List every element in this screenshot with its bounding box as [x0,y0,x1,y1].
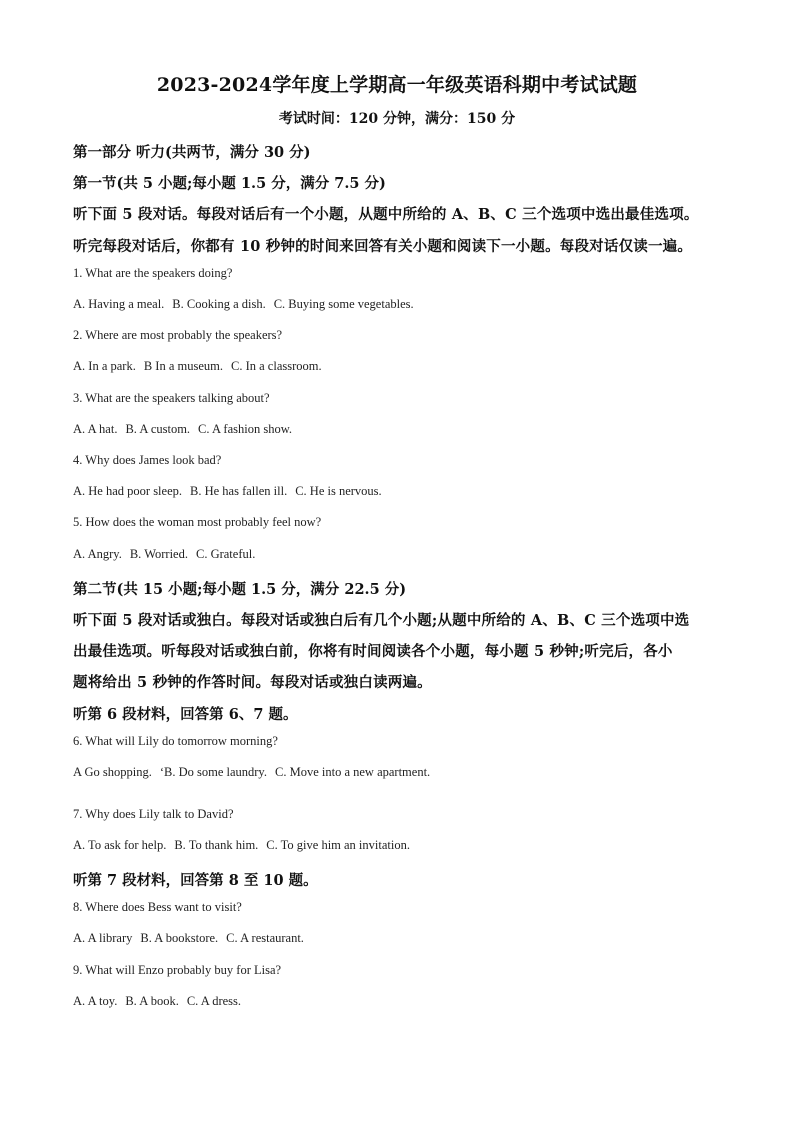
question-5-options [73,547,255,562]
option-b: B. To thank him. [174,838,259,852]
option-b: ‘B. Do some laundry. [159,765,267,779]
question-8-options [73,931,304,946]
option-c: C. Buying some vegetables. [273,297,414,311]
section2-instruction-line3: 题将给出 5 秒钟的作答时间。每段对话或独白读两遍。 [73,674,432,691]
section1-heading: 第一节(共 5 小题;每小题 1.5 分，满分 7.5 分) [73,175,386,192]
part1-heading: 第一部分 听力(共两节，满分 30 分) [73,144,311,161]
question-1-options [73,297,414,312]
section2-heading: 第二节(共 15 小题;每小题 1.5 分，满分 22.5 分) [73,581,407,598]
option-c: C. Move into a new apartment. [275,765,431,779]
question-4: 4. Why does James look bad? [73,453,222,467]
question-8: 8. Where does Bess want to visit? [73,900,242,914]
option-b: B. A book. [125,994,179,1008]
question-3: 3. What are the speakers talking about? [73,391,270,405]
question-5: 5. How does the woman most probably feel now? [73,515,322,529]
option-c: C. A dress. [186,994,242,1008]
option-b: B. A custom. [125,422,191,436]
section1-instruction-line1: 听下面 5 段对话。每段对话后有一个小题，从题中所给的 A、B、C 三个选项中选出最佳选项。 [73,206,699,223]
question-6: 6. What will Lily do tomorrow morning? [73,734,278,748]
option-c: C. A fashion show. [198,422,293,436]
exam-info: 考试时间：120 分钟，满分：150 分 [278,111,516,127]
option-b: B. A bookstore. [140,931,219,945]
option-c: C. A restaurant. [226,931,304,945]
page-title: 2023-2024学年度上学期高一年级英语科期中考试试题 [156,74,638,96]
option-a: A. Angry. [73,547,122,561]
option-a: A. A toy. [73,994,118,1008]
question-9-options [73,994,241,1009]
section1-instruction-line2: 听完每段对话后，你都有 10 秒钟的时间来回答有关小题和阅读下一小题。每段对话仅读一遍。 [73,238,693,255]
option-a: A. A hat. [73,422,118,436]
option-b: B. Worried. [129,547,188,561]
option-b: B. He has fallen ill. [190,484,288,498]
option-c: C. He is nervous. [295,484,382,498]
option-b: B. Cooking a dish. [172,297,266,311]
section2-instruction-line2: 出最佳选项。听每段对话或独白前，你将有时间阅读各个小题，每小题 5 秒钟;听完后，各小 [73,643,673,660]
option-c: C. In a classroom. [231,359,322,373]
question-1: 1. What are the speakers doing? [73,266,233,280]
question-2: 2. Where are most probably the speakers? [73,328,283,342]
material-6-heading: 听第 6 段材料，回答第 6、7 题。 [73,706,298,723]
option-a: A. Having a meal. [73,297,165,311]
option-a: A. He had poor sleep. [73,484,182,498]
section2-instruction-line1: 听下面 5 段对话或独白。每段对话或独白后有几个小题;从题中所给的 A、B、C 三个选项中选 [73,612,690,629]
material-7-heading: 听第 7 段材料，回答第 8 至 10 题。 [73,872,318,889]
option-a: A. A library [73,931,133,945]
question-4-options [73,484,382,499]
question-7-options [73,838,410,853]
option-b: B In a museum. [143,359,223,373]
question-3-options [73,422,292,437]
option-a: A Go shopping. [73,765,152,779]
option-a: A. In a park. [73,359,136,373]
question-2-options [73,359,322,374]
question-6-options [73,765,430,780]
question-9: 9. What will Enzo probably buy for Lisa? [73,963,282,977]
question-7: 7. Why does Lily talk to David? [73,807,234,821]
option-a: A. To ask for help. [73,838,167,852]
option-c: C. To give him an invitation. [266,838,410,852]
option-c: C. Grateful. [195,547,256,561]
